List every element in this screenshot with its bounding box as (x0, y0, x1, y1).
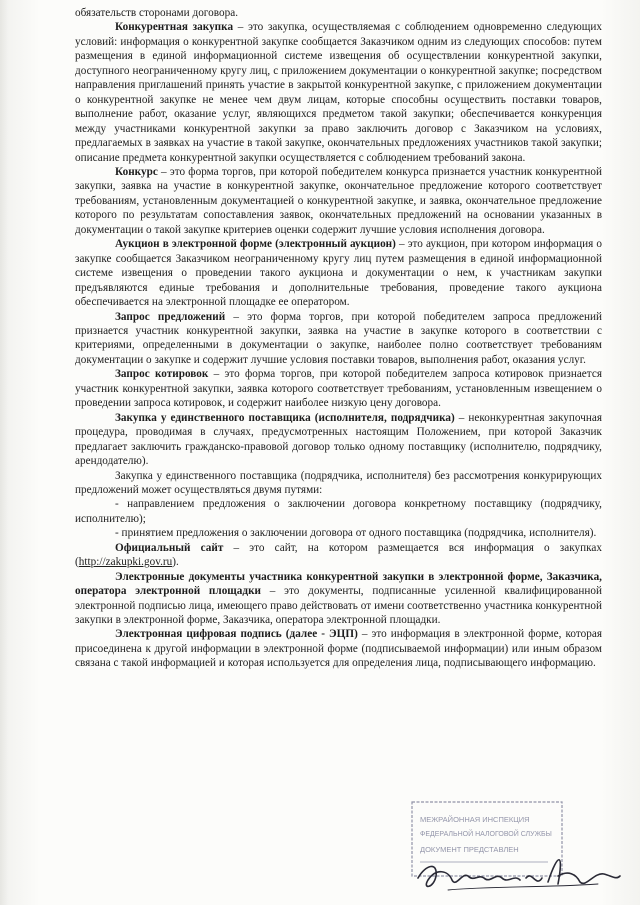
tax-office-stamp-and-signature (408, 792, 623, 900)
definition-tender (75, 165, 602, 237)
stamp-line-2: ФЕДЕРАЛЬНОЙ НАЛОГОВОЙ СЛУЖБЫ (420, 831, 552, 838)
list-item: - принятием предложения о заключении договора от одного поставщика (подрядчика, исполнителя). (115, 527, 597, 540)
term: Закупка у единственного поставщика (исполнителя, подрядчика) (115, 411, 455, 424)
definition: – это документы, подписанные усиленной квалифицированной электронной подписью лица, имеющего право действовать от имени соответственно участника конкурентной закупки в электронной форме, Заказчика, оператора электронной площадки. (75, 585, 603, 627)
definition: – неконкурентная закупочная процедура, проводимая в случаях, предусмотренных настоящим Положением, при которой Заказчик предлагает заключить гражданско-правовой договор только одному поставщику (исполнителю, подрядчику, арендодателю). (75, 411, 603, 468)
definition: – это форма торгов, при которой победителем конкурса признается участник конкурентной закупки, заявка на участие в конкурентной закупке, окончательное предложение которого соответствует требованиям, установленным документацией о конкурентной закупке, и заявка, окончательное предложение которого по результатам сопоставления заявок, окончательных предложений на основании указанных в документации о такой закупке критериев оценки содержит лучшие условия исполнения договора. (75, 165, 602, 236)
definition: – это форма торгов, при которой победителем запроса предложений признается участник конкурентной закупки, заявка на участие в закупке которого в соответствии с критериями, определенными в документации о закупке, наиболее полно соответствует требованиям документации о закупке и содержит лучшие условия поставки товаров, выполнения работ, оказания услуг. (75, 310, 602, 366)
term: Конкурс (115, 165, 158, 178)
definition-single-supplier (75, 411, 602, 469)
official-site-link[interactable]: http://zakupki.gov.ru (78, 556, 173, 569)
definition-request-for-quotations (75, 367, 602, 410)
paragraph-continuation: обязательств сторонами договора. (75, 7, 239, 19)
definition: – это информация в электронной форме, которая присоединена к другой информации в электронной форме (подписываемой информации) или иным образом связана с такой информацией и которая используется для определения лица, подписывающего информацию. (75, 628, 602, 670)
handwritten-signature (418, 860, 620, 890)
term: Запрос котировок (115, 368, 209, 381)
term: Электронные документы участника конкурентной закупки в электронной форме, Заказчика, оператора электронной площадки (75, 570, 602, 598)
definition: – это закупка, осуществляемая с соблюдением одновременно следующих условий: информация о конкурентной закупке сообщается Заказчиком одним из следующих способов: путем размещения в единой информационной системе извещения об осуществлении конкурентной закупки, доступного неограниченному кругу лиц, с приложением документации о конкурентной закупке; посредством направления приглашений принять участие в закрытой конкурентной закупке, с приложением документации о конкурентной закупке не менее чем двум лицам, которые способны осуществить поставки товаров, выполнение работ, оказание услуг, являющихся предметом такой закупки; обеспечивается конкуренция между участниками конкурентной закупки за право заключить договор с Заказчиком на условиях, предлагаемых в заявках на участие в такой закупке, окончательных предложениях участников такой закупки; описание предмета конкурентной закупки осуществляется с соблюдением требований закона. (75, 21, 602, 164)
definition: – это сайт, на котором размещается вся информация о закупках (223, 541, 602, 554)
list-item: - направлением предложения о заключении договора конкретному поставщику (подрядчику, исполнителю); (75, 498, 602, 525)
term: Запрос предложений (115, 310, 226, 323)
paragraph-single-supplier-ways: Закупка у единственного поставщика (подрядчика, исполнителя) без рассмотрения конкурирующих предложений может осуществляться двумя путями: (75, 469, 602, 496)
definition-competitive-procurement (75, 20, 602, 165)
definition-electronic-auction (75, 237, 602, 309)
definition-digital-signature (75, 627, 602, 670)
term: Электронная цифровая подпись (далее - ЭЦП) (115, 628, 358, 641)
definition-electronic-documents (75, 570, 602, 628)
stamp-line-3: ДОКУМЕНТ ПРЕДСТАВЛЕН (420, 845, 519, 854)
term: Официальный сайт (115, 541, 224, 554)
definition-request-for-proposals (75, 310, 602, 368)
stamp-line-1: МЕЖРАЙОННАЯ ИНСПЕКЦИЯ (420, 815, 530, 824)
definition-official-site: Официальный сайт – это сайт, на котором размещается вся информация о закупках (http://zakupki.gov.ru). (75, 541, 602, 569)
scan-edge-shadow (0, 0, 8, 905)
term: Аукцион в электронной форме (электронный аукцион) (115, 238, 396, 251)
definition: – это форма торгов, при которой победителем запроса котировок признается участник конкурентной закупки, заявка которого соответствует требованиям, установленным извещением о проведении запроса котировок, и содержит наиболее низкую цену договора. (75, 368, 602, 410)
document-body (75, 6, 602, 671)
term: Конкурентная закупка (115, 21, 234, 34)
rectangular-stamp (412, 802, 562, 876)
definition: – это аукцион, при котором информация о закупке сообщается Заказчиком неограниченному кругу лиц путем размещения в единой информационной системе извещения о проведении такого аукциона и документации о нем, к участникам закупки предъявляются единые требования и дополнительные требования, проведение такого аукциона обеспечивается на электронной площадке ее оператором. (75, 238, 602, 309)
